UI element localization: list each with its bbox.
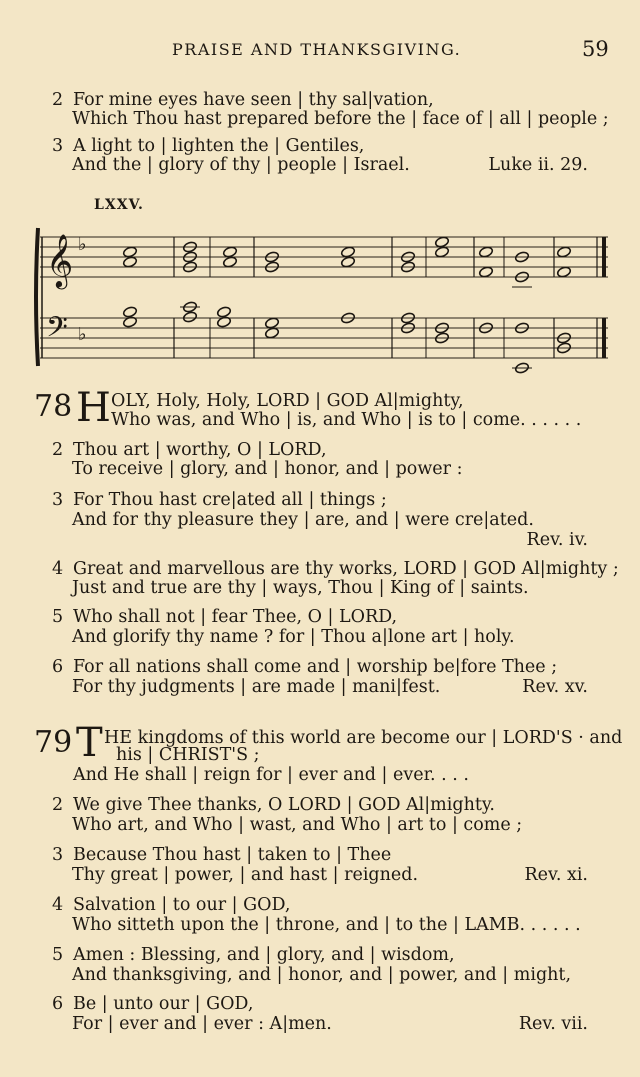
verse-text: Thy great | power, | and hast | reigned. xyxy=(72,865,419,885)
verse-number: 3 xyxy=(52,490,64,510)
bass-clef: 𝄢 xyxy=(46,311,68,351)
verse-text: We give Thee thanks, O LORD | GOD Al|mighty. xyxy=(73,795,495,815)
key-signature-flat: ♭ xyxy=(78,324,87,345)
verse-text: Amen : Blessing, and | glory, and | wisdom, xyxy=(73,945,455,965)
drop-cap: H xyxy=(76,385,111,431)
verse-text: Who art, and Who | wast, and Who | art to | come ; xyxy=(72,815,523,835)
verse-text: OLY, Holy, Holy, LORD | GOD Al|mighty, xyxy=(111,391,464,411)
running-title: PRAISE AND THANKSGIVING. xyxy=(172,40,462,59)
verse-number: 3 xyxy=(52,136,64,156)
barlines xyxy=(174,237,597,358)
page-header xyxy=(0,37,640,64)
treble-clef: 𝄞 xyxy=(46,233,74,287)
system-brace xyxy=(36,228,38,366)
verse-text: For Thou hast cre|ated all | things ; xyxy=(73,490,387,510)
scripture-reference: Rev. iv. xyxy=(526,530,588,550)
verse-text: And for thy pleasure they | are, and | were cre|ated. xyxy=(72,510,534,530)
verse-number: 2 xyxy=(52,440,64,460)
verse-text: Which Thou hast prepared before the | face of | all | people ; xyxy=(72,109,609,129)
verse-number: 4 xyxy=(52,895,64,915)
verse-number: 6 xyxy=(52,994,64,1014)
verse-text: Be | unto our | GOD, xyxy=(73,994,254,1014)
psalm-number: 79 xyxy=(34,725,73,760)
verse-text: For mine eyes have seen | thy sal|vation, xyxy=(73,90,434,110)
verse-text: And He shall | reign for | ever and | ever. . . . xyxy=(73,765,469,785)
verse-text: Who shall not | fear Thee, O | LORD, xyxy=(73,607,398,627)
scripture-reference: Rev. vii. xyxy=(518,1014,588,1034)
verse-number: 6 xyxy=(52,657,64,677)
psalm-number: 78 xyxy=(34,389,73,424)
verse-text: his | CHRIST'S ; xyxy=(116,745,260,765)
verse-number: 3 xyxy=(52,845,64,865)
key-signature-flat: ♭ xyxy=(78,234,87,255)
verse-number: 2 xyxy=(52,795,64,815)
drop-cap: T xyxy=(76,720,103,766)
page-number: 59 xyxy=(582,37,609,61)
verse-text: Because Thou hast | taken to | Thee xyxy=(73,845,392,865)
verse-text: HE kingdoms of this world are become our | LORD'S · and xyxy=(104,728,623,748)
verse-text: To receive | glory, and | honor, and | power : xyxy=(72,459,463,479)
verse-text: Who was, and Who | is, and Who | is to | come. . . . . . xyxy=(111,410,582,430)
verse-number: 4 xyxy=(52,559,64,579)
verse-text: For | ever and | ever : A|men. xyxy=(72,1014,332,1034)
scripture-reference: Luke ii. 29. xyxy=(488,155,588,175)
verse-text: For all nations shall come and | worship be|fore Thee ; xyxy=(73,657,558,677)
verse-text: And the | glory of thy | people | Israel. xyxy=(72,155,410,175)
verse-text: Salvation | to our | GOD, xyxy=(73,895,291,915)
verse-text: Just and true are thy | ways, Thou | King of | saints. xyxy=(72,578,529,598)
verse-number: 5 xyxy=(52,945,64,965)
verse-text: For thy judgments | are made | mani|fest. xyxy=(72,677,441,697)
verse-text: Thou art | worthy, O | LORD, xyxy=(73,440,327,460)
verse-text: Who sitteth upon the | throne, and | to the | LAMB. . . . . . xyxy=(72,915,581,935)
chant-score xyxy=(34,216,614,376)
scripture-reference: Rev. xi. xyxy=(524,865,588,885)
verse-number: 2 xyxy=(52,90,64,110)
verse-text: And glorify thy name ? for | Thou a|lone art | holy. xyxy=(72,627,515,647)
scripture-reference: Rev. xv. xyxy=(522,677,588,697)
verse-text: Great and marvellous are thy works, LORD | GOD Al|mighty ; xyxy=(73,559,619,579)
verse-text: A light to | lighten the | Gentiles, xyxy=(73,136,365,156)
verse-text: And thanksgiving, and | honor, and | power, and | might, xyxy=(72,965,572,985)
verse-number: 5 xyxy=(52,607,64,627)
chant-number: LXXV. xyxy=(94,197,144,213)
